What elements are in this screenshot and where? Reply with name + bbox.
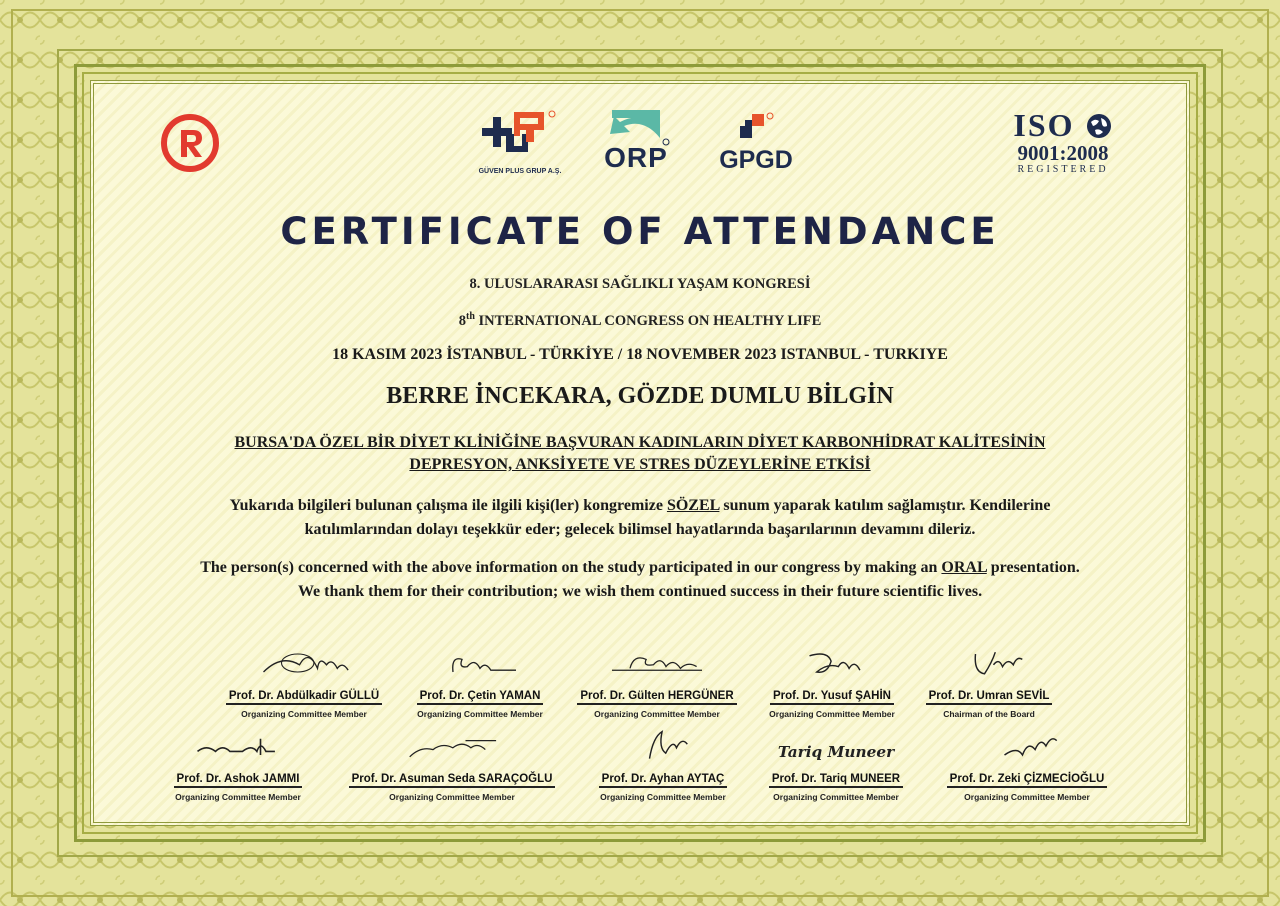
- signatory-role: Organizing Committee Member: [241, 709, 367, 719]
- signature-block: [760, 728, 912, 802]
- orp-logo: [594, 108, 678, 180]
- congress-name-tr: 8. ULUSLARARASI SAĞLIKLI YAŞAM KONGRESİ: [469, 276, 811, 292]
- iso-line2: 9001:2008: [1017, 141, 1109, 165]
- registered-mark-logo: [160, 113, 220, 173]
- signatory-name: Prof. Dr. Çetin YAMAN: [417, 690, 544, 705]
- signatory-name: Prof. Dr. Yusuf ŞAHİN: [770, 690, 894, 705]
- signatory-role: Organizing Committee Member: [769, 709, 895, 719]
- signatory-name: Prof. Dr. Umran SEVİL: [926, 690, 1053, 705]
- signature-block: [568, 645, 746, 719]
- globe-icon: [1085, 112, 1113, 140]
- date-place: 18 KASIM 2023 İSTANBUL - TÜRKİYE / 18 NOVEMBER 2023 ISTANBUL - TURKIYE: [332, 346, 948, 363]
- handwritten-signature: [944, 645, 1034, 681]
- congress-name-en: 8th INTERNATIONAL CONGRESS ON HEALTHY LIFE: [458, 311, 822, 329]
- orp-text: ORP: [604, 142, 668, 173]
- signature-block: [405, 645, 555, 719]
- guven-plus-caption: GÜVEN PLUS GRUP A.Ş.: [478, 168, 562, 175]
- certificate-title: CERTIFICATE OF ATTENDANCE: [280, 210, 1000, 253]
- signatory-role: Organizing Committee Member: [594, 709, 720, 719]
- handwritten-signature: [787, 645, 877, 681]
- gpgd-logo: [708, 108, 804, 180]
- signature-block: [338, 728, 566, 802]
- signatory-name: Prof. Dr. Abdülkadir GÜLLÜ: [226, 690, 382, 705]
- signature-block: [590, 728, 736, 802]
- statement-en: The person(s) concerned with the above information on the study participated in our congress by making an ORAL presentation. We thank them for their contribution; we wish them continued success in their future scientific lives.: [200, 559, 1080, 600]
- iso-badge: [998, 108, 1128, 175]
- signatory-role: Chairman of the Board: [943, 709, 1035, 719]
- gpgd-icon: [708, 108, 804, 148]
- handwritten-signature: [249, 645, 359, 681]
- guven-plus-logo: [478, 108, 562, 180]
- signatory-name: Prof. Dr. Zeki ÇİZMECİOĞLU: [947, 773, 1108, 788]
- signatory-role: Organizing Committee Member: [175, 792, 301, 802]
- participant-names: BERRE İNCEKARA, GÖZDE DUMLU BİLGİN: [386, 383, 894, 409]
- signatory-role: Organizing Committee Member: [773, 792, 899, 802]
- guven-plus-icon: [478, 108, 562, 158]
- signatory-role: Organizing Committee Member: [417, 709, 543, 719]
- handwritten-signature: [618, 728, 708, 764]
- handwritten-signature: [430, 645, 530, 681]
- handwritten-signature: [183, 728, 293, 764]
- svg-text:Tariq Muneer: Tariq Muneer: [777, 742, 895, 761]
- signatory-role: Organizing Committee Member: [600, 792, 726, 802]
- signature-block: [916, 645, 1062, 719]
- signatory-name: Prof. Dr. Ashok JAMMI: [174, 773, 303, 788]
- signatory-role: Organizing Committee Member: [389, 792, 515, 802]
- handwritten-signature: [982, 728, 1072, 764]
- gpgd-text: GPGD: [719, 146, 793, 174]
- signatory-name: Prof. Dr. Ayhan AYTAÇ: [599, 773, 728, 788]
- signatory-name: Prof. Dr. Tariq MUNEER: [769, 773, 903, 788]
- paper-title: BURSA'DA ÖZEL BİR DİYET KLİNİĞİNE BAŞVURAN KADINLARIN DİYET KARBONHİDRAT KALİTESİNİN DEPRESYON, ANKSİYETE VE STRES DÜZEYLERİNE ETKİSİ: [234, 434, 1046, 473]
- presentation-type-en: ORAL: [941, 559, 987, 576]
- signature-block: [164, 728, 312, 802]
- handwritten-signature: [397, 728, 507, 764]
- signature-block: [216, 645, 392, 719]
- signatory-name: Prof. Dr. Asuman Seda SARAÇOĞLU: [349, 773, 556, 788]
- handwritten-signature: [761, 728, 911, 764]
- presentation-type-tr: SÖZEL: [666, 497, 720, 514]
- iso-line1: ISO: [998, 108, 1128, 142]
- signature-block: [938, 728, 1116, 802]
- signature-block: [760, 645, 904, 719]
- iso-line3: REGISTERED: [1017, 164, 1109, 175]
- signatory-name: Prof. Dr. Gülten HERGÜNER: [577, 690, 736, 705]
- signatory-role: Organizing Committee Member: [964, 792, 1090, 802]
- statement-tr: Yukarıda bilgileri bulunan çalışma ile ilgili kişi(ler) kongremize SÖZEL sunum yaparak katılım sağlamıştır. Kendilerine katılımlarından dolayı teşekkür eder; gelecek bilimsel hayatlarında başarılarının devamını dileriz.: [229, 497, 1051, 538]
- handwritten-signature: [597, 645, 717, 681]
